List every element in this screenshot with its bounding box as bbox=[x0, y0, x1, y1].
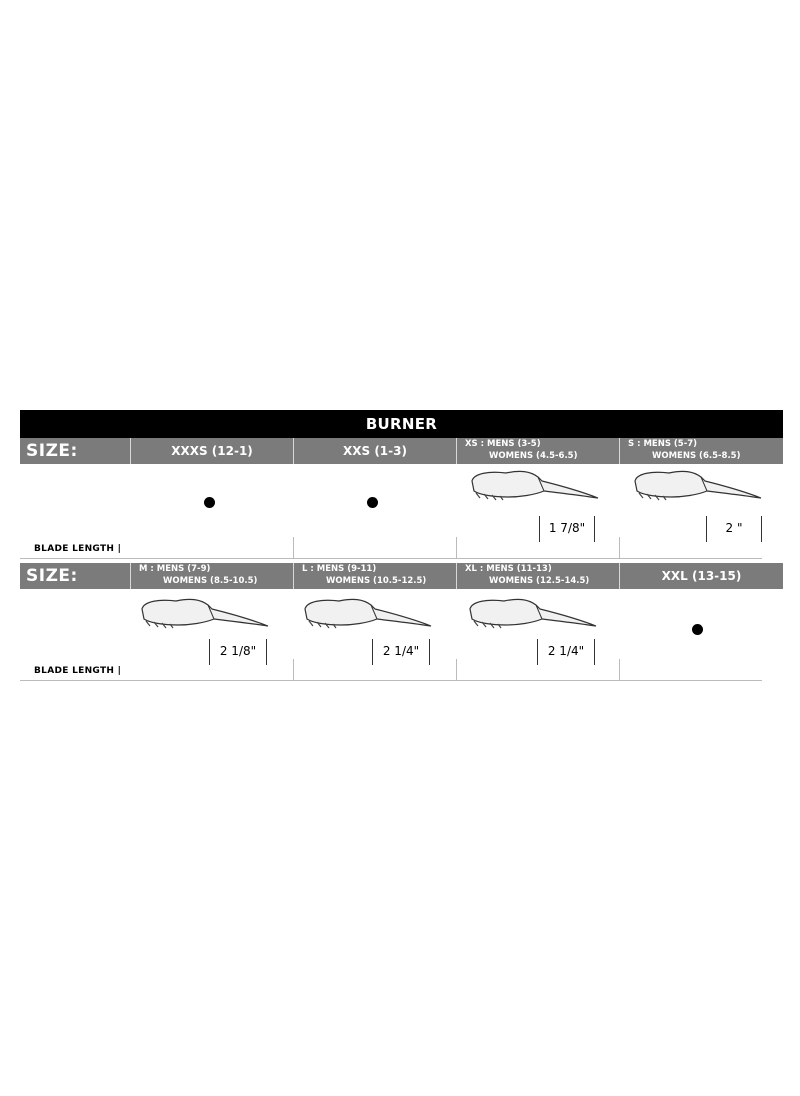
blade-measure-s bbox=[706, 516, 762, 542]
size-m-womens: WOMENS (8.5-10.5) bbox=[163, 576, 258, 586]
fin-icon bbox=[631, 467, 763, 501]
size-label: SIZE: bbox=[20, 563, 131, 589]
unavailable-dot bbox=[367, 497, 378, 508]
size-xs-womens: WOMENS (4.5-6.5) bbox=[489, 451, 578, 461]
size-xxl: XXL (13-15) bbox=[661, 569, 742, 583]
blade-row-2 bbox=[20, 589, 783, 681]
blade-length-label: BLADE LENGTH | bbox=[34, 544, 122, 554]
size-s-mens: S : MENS (5-7) bbox=[628, 439, 698, 449]
size-xl-mens: XL : MENS (11-13) bbox=[465, 564, 552, 574]
fin-icon bbox=[138, 595, 270, 629]
blade-length-label: BLADE LENGTH | bbox=[34, 666, 122, 676]
blade-measure-xl bbox=[537, 639, 595, 665]
size-header-row-1 bbox=[20, 438, 783, 464]
row-divider bbox=[20, 680, 762, 681]
unavailable-dot bbox=[204, 497, 215, 508]
blade-measure-xs bbox=[539, 516, 595, 542]
size-xxxs: XXXS (12-1) bbox=[131, 438, 294, 464]
size-l-womens: WOMENS (10.5-12.5) bbox=[326, 576, 427, 586]
size-s bbox=[620, 438, 783, 464]
size-xs-mens: XS : MENS (3-5) bbox=[465, 439, 541, 449]
blade-length-m: 2 1/8" bbox=[219, 644, 257, 658]
size-s-womens: WOMENS (6.5-8.5) bbox=[652, 451, 741, 461]
size-l-mens: L : MENS (9-11) bbox=[302, 564, 377, 574]
size-xl bbox=[457, 563, 620, 589]
size-header-row-2 bbox=[20, 563, 783, 589]
fin-icon bbox=[301, 595, 433, 629]
fin-icon bbox=[466, 595, 598, 629]
blade-measure-m bbox=[209, 639, 267, 665]
size-chart bbox=[20, 410, 783, 681]
size-xs bbox=[457, 438, 620, 464]
chart-title: BURNER bbox=[20, 410, 783, 438]
size-m-mens: M : MENS (7-9) bbox=[139, 564, 211, 574]
size-m bbox=[131, 563, 294, 589]
blade-length-s: 2 " bbox=[725, 521, 743, 535]
size-l bbox=[294, 563, 457, 589]
blade-length-xs: 1 7/8" bbox=[548, 521, 586, 535]
blade-length-l: 2 1/4" bbox=[382, 644, 420, 658]
blade-measure-l bbox=[372, 639, 430, 665]
blade-length-xl: 2 1/4" bbox=[547, 644, 585, 658]
fin-icon bbox=[468, 467, 600, 501]
unavailable-dot bbox=[692, 624, 703, 635]
size-xxs: XXS (1-3) bbox=[294, 438, 457, 464]
blade-row-1 bbox=[20, 464, 783, 559]
size-label: SIZE: bbox=[20, 438, 131, 464]
row-divider bbox=[20, 558, 762, 559]
size-xl-womens: WOMENS (12.5-14.5) bbox=[489, 576, 590, 586]
